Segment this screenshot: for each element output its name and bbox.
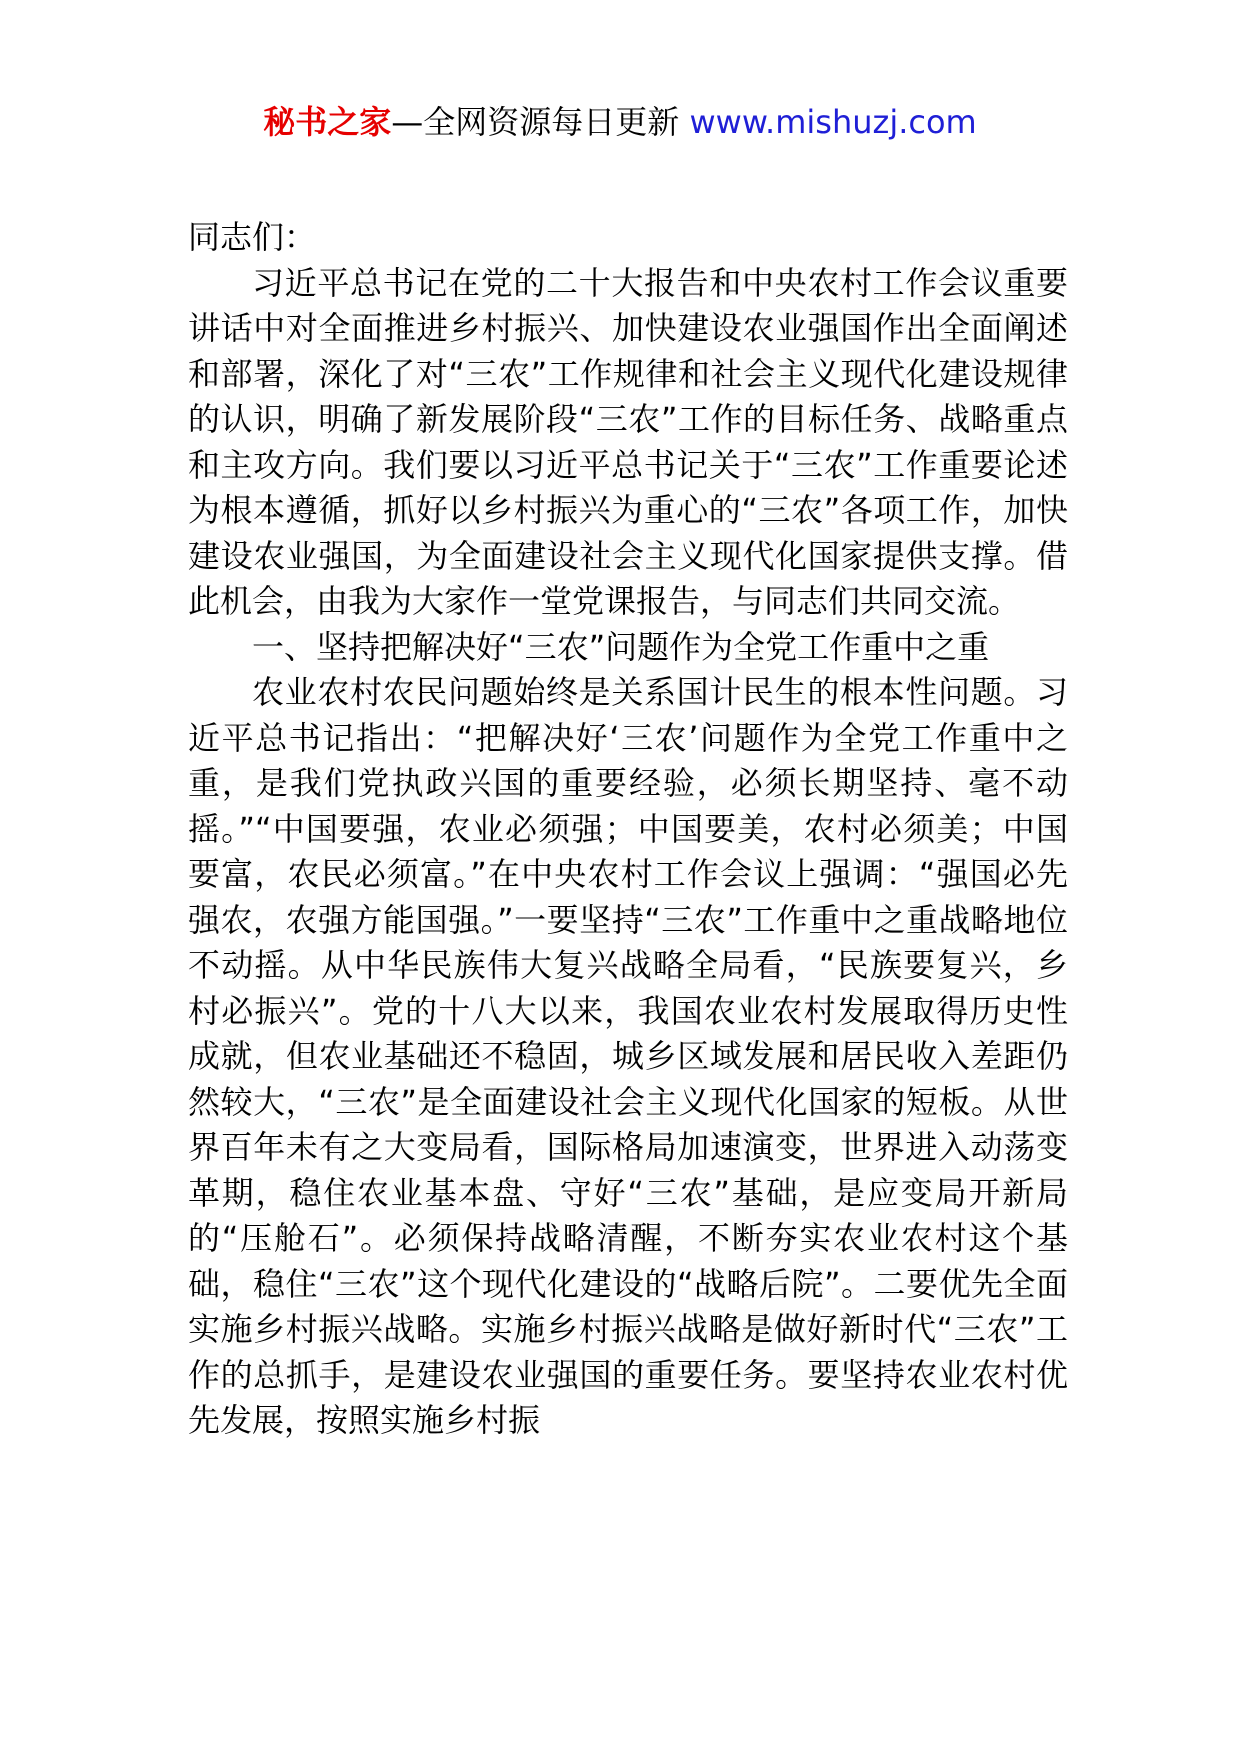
body-paragraph: 农业农村农民问题始终是关系国计民生的根本性问题。习近平总书记指出：“把解决好‘三农’问题作为全党工作重中之重，是我们党执政兴国的重要经验，必须长期坚持、毫不动摇。”“中国要强，农业必须强；中国要美，农村必须美；中国要富，农民必须富。”在中央农村工作会议上强调：“强国必先强农，农强方能国强。”一要坚持“三农”工作重中之重战略地位不动摇。从中华民族伟大复兴战略全局看，“民族要复兴，乡村必振兴”。党的十八大以来，我国农业农村发展取得历史性成就，但农业基础还不稳固，城乡区域发展和居民收入差距仍然较大，“三农”是全面建设社会主义现代化国家的短板。从世界百年未有之大变局看，国际格局加速演变，世界进入动荡变革期，稳住农业基本盘、守好“三农”基础，是应变局开新局的“压舱石”。必须保持战略清醒，不断夯实农业农村这个基础，稳住“三农”这个现代化建设的“战略后院”。二要优先全面实施乡村振兴战略。实施乡村振兴战略是做好新时代“三农”工作的总抓手，是建设农业强国的重要任务。要坚持农业农村优先发展，按照实施乡村振 (188, 673, 1068, 1439)
salutation: 同志们： (188, 218, 317, 256)
website-link[interactable]: www.mishuzj.com (689, 103, 977, 141)
intro-paragraph: 习近平总书记在党的二十大报告和中央农村工作会议重要讲话中对全面推进乡村振兴、加快建设农业强国作出全面阐述和部署，深化了对“三农”工作规律和社会主义现代化建设规律的认识，明确了新发展阶段“三农”工作的目标任务、战略重点和主攻方向。我们要以习近平总书记关于“三农”工作重要论述为根本遵循，抓好以乡村振兴为重心的“三农”各项工作，加快建设农业强国，为全面建设社会主义现代化国家提供支撑。借此机会，由我为大家作一堂党课报告，与同志们共同交流。 (188, 263, 1068, 620)
section-heading: 一、坚持把解决好“三农”问题作为全党工作重中之重 (252, 627, 990, 666)
document-body (188, 215, 1068, 1444)
page-header (0, 100, 1240, 144)
brand-name: 秘书之家 (263, 103, 392, 141)
header-tagline: —全网资源每日更新 (391, 103, 690, 141)
